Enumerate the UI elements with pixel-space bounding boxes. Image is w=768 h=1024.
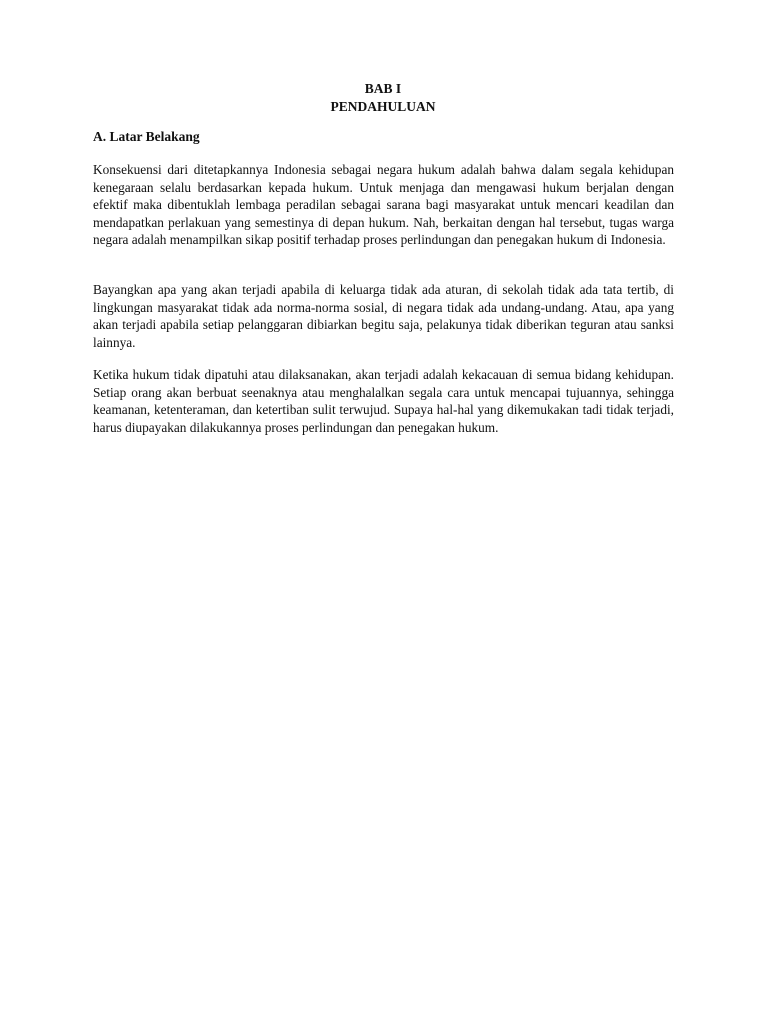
chapter-number: BAB I	[364, 81, 402, 96]
chapter-title: PENDAHULUAN	[330, 99, 436, 114]
paragraph-3: Ketika hukum tidak dipatuhi atau dilaksanakan, akan terjadi adalah kekacauan di semua bidang kehidupan. Setiap orang akan berbuat seenaknya atau menghalalkan segala cara untuk mencapai tujuannya, sehingga keamanan, ketenteraman, dan ketertiban sulit terwujud. Supaya hal-hal yang dikemukakan tadi tidak terjadi, harus diupayakan dilakukannya proses perlindungan dan penegakan hukum.	[93, 367, 674, 435]
paragraph-1: Konsekuensi dari ditetapkannya Indonesia sebagai negara hukum adalah bahwa dalam segala kehidupan kenegaraan selalu berdasarkan kepada hukum. Untuk menjaga dan mengawasi hukum berjalan dengan efektif maka dibentuklah lembaga peradilan sebagai sarana bagi masyarakat untuk mencari keadilan dan mendapatkan perlakuan yang semestinya di depan hukum. Nah, berkaitan dengan hal tersebut, tugas warga negara adalah menampilkan sikap positif terhadap proses perlindungan dan penegakan hukum di Indonesia.	[93, 162, 674, 248]
section-heading: A. Latar Belakang	[93, 129, 200, 144]
paragraph-2: Bayangkan apa yang akan terjadi apabila di keluarga tidak ada aturan, di sekolah tidak ada tata tertib, di lingkungan masyarakat tidak ada norma-norma sosial, di negara tidak ada undang-undang. Atau, apa yang akan terjadi apabila setiap pelanggaran dibiarkan begitu saja, pelakunya tidak diberikan teguran atau sanksi lainnya.	[93, 282, 674, 350]
